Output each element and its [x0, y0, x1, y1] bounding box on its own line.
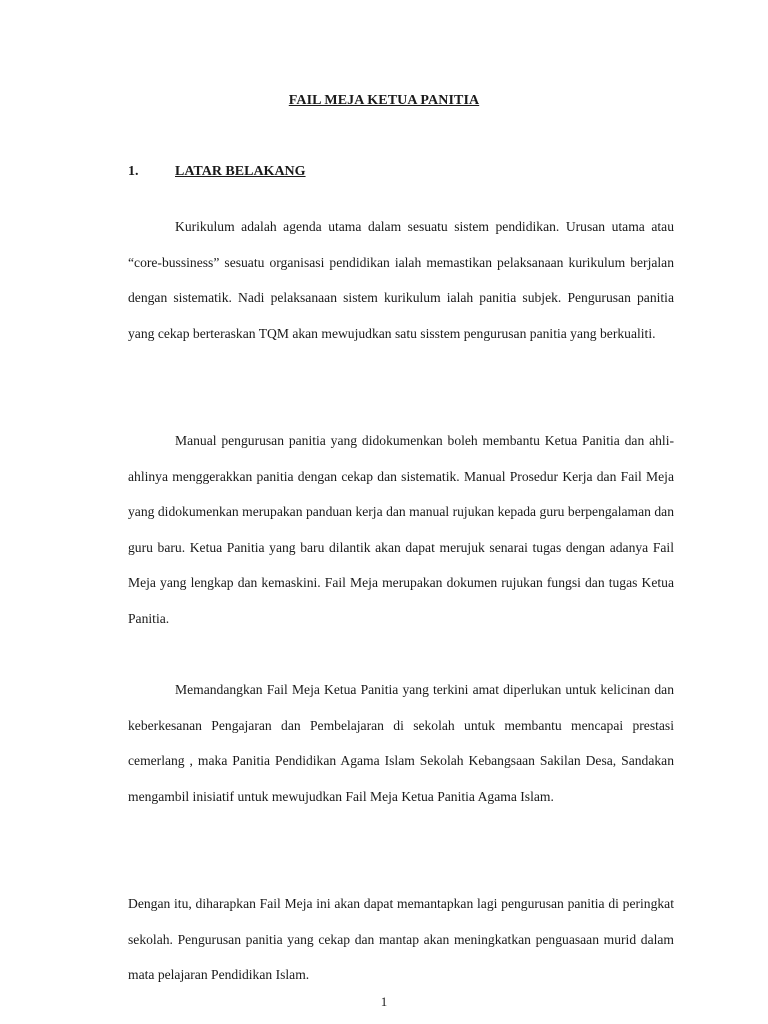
section-heading: [128, 164, 306, 180]
paragraph-memandangkan: Memandangkan Fail Meja Ketua Panitia yang terkini amat diperlukan untuk kelicinan dan keberkesanan Pengajaran dan Pembelajaran di sekolah untuk membantu mencapai prestasi cemerlang , maka Panitia Pendidikan Agama Islam Sekolah Kebangsaan Sakilan Desa, Sandakan mengambil inisiatif untuk mewujudkan Fail Meja Ketua Panitia Agama Islam.: [128, 682, 674, 804]
page-number: 1: [380, 994, 388, 1009]
section-number: 1.: [128, 164, 139, 179]
document-title: FAIL MEJA KETUA PANITIA: [288, 93, 480, 108]
paragraph-dengan-itu: Dengan itu, diharapkan Fail Meja ini akan dapat memantapkan lagi pengurusan panitia di peringkat sekolah. Pengurusan panitia yang cekap dan mantap akan meningkatkan penguasaan murid dalam mata pelajaran Pendidikan Islam.: [128, 896, 674, 982]
section-title: LATAR BELAKANG: [175, 164, 306, 179]
paragraph-kurikulum: Kurikulum adalah agenda utama dalam sesuatu sistem pendidikan. Urusan utama atau “core-bussiness” sesuatu organisasi pendidikan ialah memastikan pelaksanaan kurikulum berjalan dengan sistematik. Nadi pelaksanaan sistem kurikulum ialah panitia subjek. Pengurusan panitia yang cekap berteraskan TQM akan mewujudkan satu sisstem pengurusan panitia yang berkualiti.: [128, 219, 674, 341]
paragraph-manual-pengurusan: Manual pengurusan panitia yang didokumenkan boleh membantu Ketua Panitia dan ahli-ahlinya menggerakkan panitia dengan cekap dan sistematik. Manual Prosedur Kerja dan Fail Meja yang didokumenkan merupakan panduan kerja dan manual rujukan kepada guru berpengalaman dan guru baru. Ketua Panitia yang baru dilantik akan dapat merujuk senarai tugas dengan adanya Fail Meja yang lengkap dan kemaskini. Fail Meja merupakan dokumen rujukan fungsi dan tugas Ketua Panitia.: [128, 433, 674, 626]
